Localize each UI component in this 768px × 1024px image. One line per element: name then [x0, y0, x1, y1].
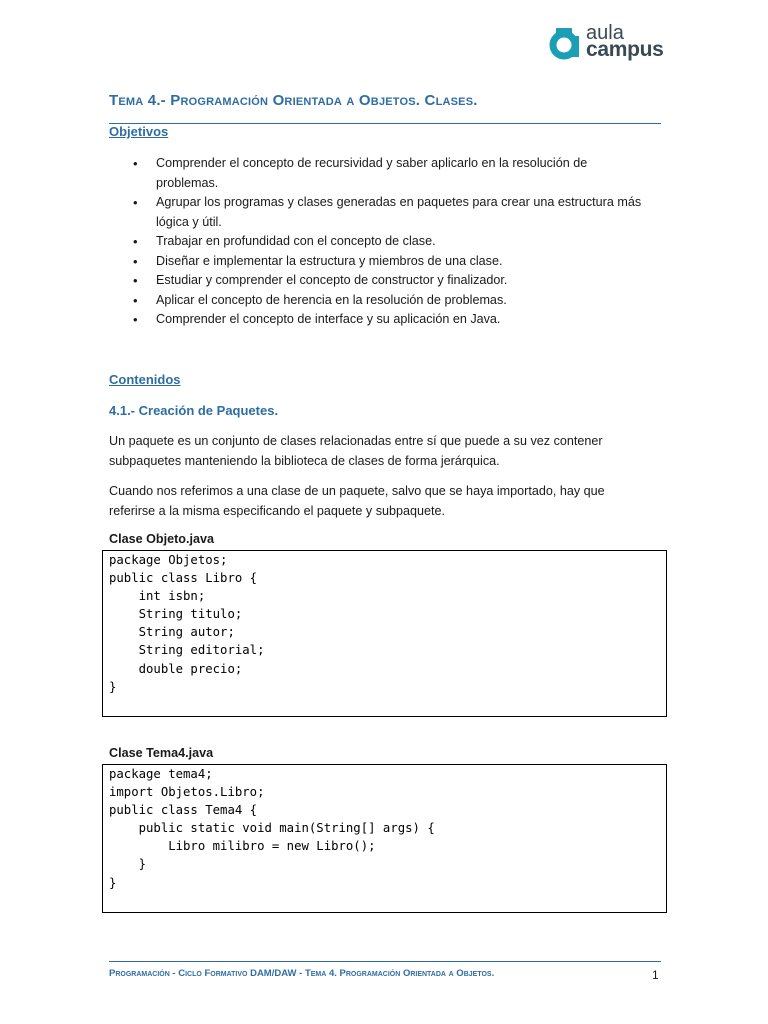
logo-word-campus: campus [586, 38, 664, 61]
page-number: 1 [652, 968, 659, 982]
objective-item: • Estudiar y comprender el concepto de constructor y finalizador. [133, 271, 653, 291]
code-line: import Objetos.Libro; [109, 785, 265, 800]
code-block-label: Clase Objeto.java [109, 532, 214, 546]
code-line: } [109, 679, 117, 694]
objective-item: • Trabajar en profundidad con el concepto de clase. [133, 232, 653, 252]
objective-item: • Aplicar el concepto de herencia en la resolución de problemas. [133, 291, 653, 311]
code-line: } [109, 857, 147, 872]
paragraph: Cuando nos referimos a una clase de un paquete, salvo que se haya importado, hay que referirse a la misma especificando el paquete y subpaquete. [109, 484, 605, 518]
code-block-tema4 [102, 764, 667, 913]
code-block-label: Clase Tema4.java [109, 746, 214, 760]
code-listing [103, 765, 666, 892]
objective-item: • Comprender el concepto de interface y su aplicación en Java. [133, 310, 653, 330]
section-heading-4-1: 4.1.- Creación de Paquetes. [109, 403, 279, 418]
objective-item: • Comprender el concepto de recursividad y saber aplicarlo en la resolución de problemas. [133, 154, 653, 193]
code-listing [103, 551, 666, 696]
code-line: String autor; [109, 625, 235, 640]
code-line: public static void main(String[] args) { [109, 821, 435, 836]
code-line: Libro milibro = new Libro(); [109, 839, 376, 854]
objectives-heading: Objetivos [109, 124, 169, 139]
document-title: Tema 4.- Programación Orientada a Objetos. Clases. [109, 92, 478, 109]
title-divider [109, 123, 661, 124]
objective-item: • Diseñar e implementar la estructura y miembros de una clase. [133, 252, 653, 272]
aula-campus-logo [548, 22, 664, 62]
objectives-list [133, 154, 653, 330]
footer-divider [109, 961, 661, 962]
contents-heading: Contenidos [109, 372, 181, 387]
code-line: String titulo; [109, 607, 243, 622]
paragraph: Un paquete es un conjunto de clases relacionadas entre sí que puede a su vez contener subpaquetes manteniendo la biblioteca de clases de forma jerárquica. [109, 434, 603, 468]
code-line: public class Libro { [109, 571, 258, 586]
code-block-objeto [102, 550, 667, 717]
code-line: package tema4; [109, 767, 213, 781]
code-line: double precio; [109, 661, 243, 676]
code-line: String editorial; [109, 643, 265, 658]
objective-item: • Agrupar los programas y clases generadas en paquetes para crear una estructura más lógica y útil. [133, 193, 653, 232]
aula-campus-logo-icon [548, 26, 582, 60]
logo-word-aula: aula [586, 22, 624, 44]
code-line: int isbn; [109, 589, 206, 604]
code-line: public class Tema4 { [109, 803, 258, 818]
code-line: package Objetos; [109, 553, 228, 567]
code-line: } [109, 875, 117, 890]
footer-text: Programación - Ciclo Formativo DAM/DAW - Tema 4. Programación Orientada a Objetos. [109, 968, 495, 979]
